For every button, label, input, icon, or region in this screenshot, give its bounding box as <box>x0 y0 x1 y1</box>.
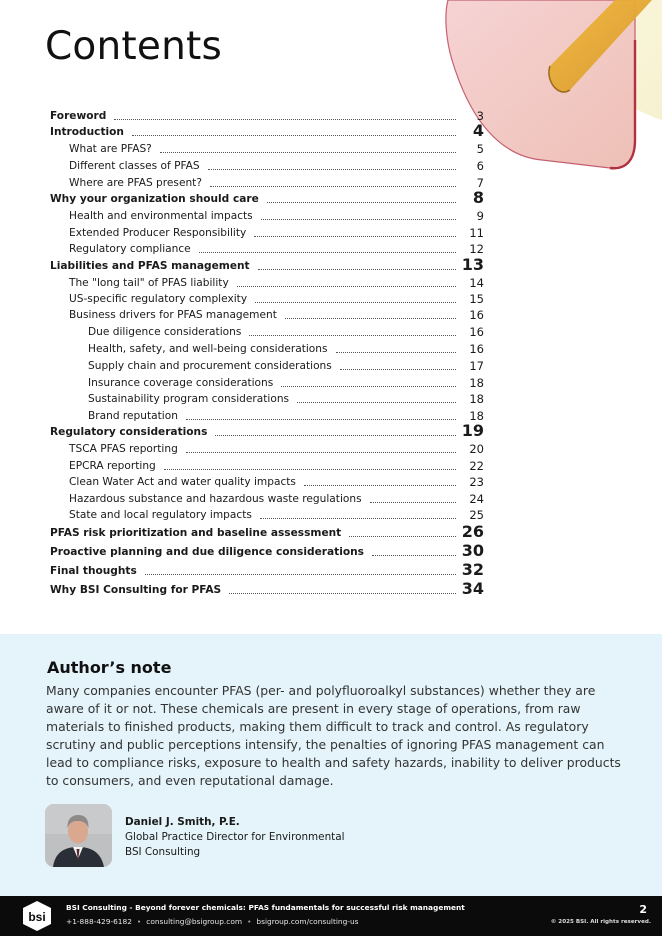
toc-dot-leader <box>199 252 456 253</box>
toc-entry-label: Liabilities and PFAS management <box>50 260 250 272</box>
toc-entry-page: 4 <box>472 121 484 140</box>
toc-entry[interactable] <box>50 274 484 290</box>
toc-entry[interactable] <box>50 562 484 578</box>
toc-dot-leader <box>186 419 456 420</box>
toc-entry-label: Where are PFAS present? <box>69 177 202 189</box>
toc-dot-leader <box>297 402 456 403</box>
toc-entry-label: Regulatory compliance <box>69 243 191 255</box>
toc-entry-page: 3 <box>476 109 484 123</box>
toc-entry-label: Health, safety, and well-being considerations <box>88 343 328 355</box>
toc-dot-leader <box>281 386 456 387</box>
toc-dot-leader <box>258 269 456 270</box>
toc-entry-page: 18 <box>469 392 484 406</box>
toc-entry-page: 19 <box>461 421 484 440</box>
toc-entry-page: 8 <box>472 188 484 207</box>
toc-entry-page: 32 <box>461 560 484 579</box>
toc-entry-label: Why BSI Consulting for PFAS <box>50 584 222 596</box>
toc-entry[interactable] <box>50 374 484 390</box>
toc-dot-leader <box>285 318 456 319</box>
toc-entry-label: PFAS risk prioritization and baseline assessment <box>50 527 342 539</box>
toc-dot-leader <box>349 536 456 537</box>
toc-dot-leader <box>249 335 456 336</box>
toc-entry-label: Extended Producer Responsibility <box>69 227 247 239</box>
toc-entry-label: Clean Water Act and water quality impacts <box>69 476 296 488</box>
toc-entry-page: 18 <box>469 376 484 390</box>
toc-entry[interactable] <box>50 340 484 356</box>
toc-entry-label: US-specific regulatory complexity <box>69 293 248 305</box>
toc-entry-page: 20 <box>469 442 484 456</box>
toc-dot-leader <box>336 352 456 353</box>
toc-dot-leader <box>145 574 456 575</box>
toc-dot-leader <box>132 135 456 136</box>
toc-entry-page: 6 <box>476 159 484 173</box>
toc-entry[interactable] <box>50 457 484 473</box>
toc-entry[interactable] <box>50 407 484 423</box>
toc-dot-leader <box>164 469 456 470</box>
toc-entry[interactable] <box>50 543 484 559</box>
toc-entry-label: Why your organization should care <box>50 193 259 205</box>
toc-entry-page: 23 <box>469 475 484 489</box>
page-footer <box>0 896 662 936</box>
toc-dot-leader <box>229 593 456 594</box>
toc-entry-label: Supply chain and procurement considerations <box>88 360 332 372</box>
toc-entry-label: The "long tail" of PFAS liability <box>69 277 229 289</box>
author-name: Daniel J. Smith, P.E. <box>125 816 240 828</box>
toc-entry-label: Regulatory considerations <box>50 426 208 438</box>
toc-dot-leader <box>255 302 456 303</box>
toc-entry[interactable] <box>50 506 484 522</box>
footer-website[interactable]: bsigroup.com/consulting-us <box>256 917 359 926</box>
toc-dot-leader <box>215 435 456 436</box>
author-details <box>125 815 345 860</box>
toc-entry-page: 30 <box>461 541 484 560</box>
toc-entry-label: Introduction <box>50 126 124 138</box>
toc-entry-label: Health and environmental impacts <box>69 210 253 222</box>
toc-dot-leader <box>372 555 456 556</box>
author-note-heading: Author’s note <box>47 658 172 677</box>
toc-dot-leader <box>261 219 456 220</box>
toc-dot-leader <box>210 186 456 187</box>
toc-entry-label: Proactive planning and due diligence considerations <box>50 546 364 558</box>
toc-entry-label: Due diligence considerations <box>88 326 242 338</box>
toc-dot-leader <box>237 286 456 287</box>
toc-entry[interactable] <box>50 207 484 223</box>
page-number: 2 <box>639 903 647 916</box>
toc-entry-page: 17 <box>469 359 484 373</box>
footer-phone[interactable]: +1-888-429-6182 <box>66 917 132 926</box>
toc-dot-leader <box>114 119 456 120</box>
toc-dot-leader <box>267 202 456 203</box>
toc-entry-page: 34 <box>461 579 484 598</box>
toc-entry[interactable] <box>50 157 484 173</box>
toc-entry-label: Sustainability program considerations <box>88 393 290 405</box>
toc-entry-page: 15 <box>469 292 484 306</box>
toc-entry[interactable] <box>50 240 484 256</box>
toc-entry-page: 16 <box>469 325 484 339</box>
author-organization: BSI Consulting <box>125 846 201 858</box>
toc-entry-label: Final thoughts <box>50 565 137 577</box>
toc-entry[interactable] <box>50 224 484 240</box>
toc-entry[interactable] <box>50 423 484 439</box>
toc-entry[interactable] <box>50 123 484 139</box>
toc-dot-leader <box>208 169 456 170</box>
footer-contacts: +1-888-429-6182 • consulting@bsigroup.com • bsigroup.com/consulting-us <box>66 917 359 926</box>
toc-entry-page: 12 <box>469 242 484 256</box>
toc-entry-label: Insurance coverage considerations <box>88 377 274 389</box>
toc-entry[interactable] <box>50 357 484 373</box>
author-role: Global Practice Director for Environmental <box>125 831 345 843</box>
toc-entry-page: 26 <box>461 522 484 541</box>
footer-email[interactable]: consulting@bsigroup.com <box>146 917 243 926</box>
toc-entry[interactable] <box>50 306 484 322</box>
toc-entry[interactable] <box>50 390 484 406</box>
logo-text: bsi <box>28 910 46 924</box>
toc-entry-page: 5 <box>476 142 484 156</box>
toc-entry[interactable] <box>50 524 484 540</box>
footer-title: BSI Consulting - Beyond forever chemicals: PFAS fundamentals for successful risk management <box>66 903 465 912</box>
toc-entry[interactable] <box>50 323 484 339</box>
toc-entry[interactable] <box>50 257 484 273</box>
toc-entry-label: Hazardous substance and hazardous waste regulations <box>69 493 362 505</box>
bsi-logo-icon <box>20 900 54 932</box>
toc-entry-page: 11 <box>469 226 484 240</box>
toc-dot-leader <box>370 502 456 503</box>
toc-entry[interactable] <box>50 190 484 206</box>
toc-entry-page: 14 <box>469 276 484 290</box>
author-note-body: Many companies encounter PFAS (per- and polyfluoroalkyl substances) whether they are aware of it or not. These chemicals are present in every stage of operations, from raw materials to finished products, making them difficult to track and control. As regulatory scrutiny and public perceptions intensify, the penalties of ignoring PFAS management can lead to compliance risks, exposure to health and safety hazards, inability to deliver products to consumers, and even reputational damage. <box>46 683 621 788</box>
toc-entry-label: What are PFAS? <box>69 143 152 155</box>
toc-dot-leader <box>260 518 456 519</box>
toc-entry-label: State and local regulatory impacts <box>69 509 252 521</box>
toc-entry-label: Foreword <box>50 110 107 122</box>
toc-entry-page: 18 <box>469 409 484 423</box>
toc-entry-label: TSCA PFAS reporting <box>69 443 178 455</box>
toc-entry-label: Different classes of PFAS <box>69 160 200 172</box>
toc-entry-label: Brand reputation <box>88 410 178 422</box>
toc-entry[interactable] <box>50 290 484 306</box>
toc-entry-page: 22 <box>469 459 484 473</box>
author-note <box>0 634 662 896</box>
toc-entry-label: EPCRA reporting <box>69 460 156 472</box>
toc-dot-leader <box>160 152 456 153</box>
toc-dot-leader <box>254 236 456 237</box>
toc-dot-leader <box>186 452 456 453</box>
toc-entry[interactable] <box>50 174 484 190</box>
toc-entry[interactable] <box>50 140 484 156</box>
toc-dot-leader <box>340 369 456 370</box>
toc-entry-label: Business drivers for PFAS management <box>69 309 277 321</box>
toc-entry-page: 16 <box>469 342 484 356</box>
toc-entry-page: 25 <box>469 508 484 522</box>
toc-entry-page: 13 <box>461 255 484 274</box>
toc-entry-page: 24 <box>469 492 484 506</box>
toc-entry[interactable] <box>50 440 484 456</box>
author-photo <box>45 804 112 867</box>
toc-entry[interactable] <box>50 473 484 489</box>
toc-dot-leader <box>304 485 456 486</box>
page-title: Contents <box>45 24 223 69</box>
toc-entry-page: 9 <box>476 209 484 223</box>
toc-entry-page: 16 <box>469 308 484 322</box>
toc-entry[interactable] <box>50 490 484 506</box>
toc-entry-page: 7 <box>476 176 484 190</box>
toc-entry[interactable] <box>50 581 484 597</box>
copyright: © 2025 BSI. All rights reserved. <box>550 919 651 925</box>
toc-entry[interactable] <box>50 107 484 123</box>
